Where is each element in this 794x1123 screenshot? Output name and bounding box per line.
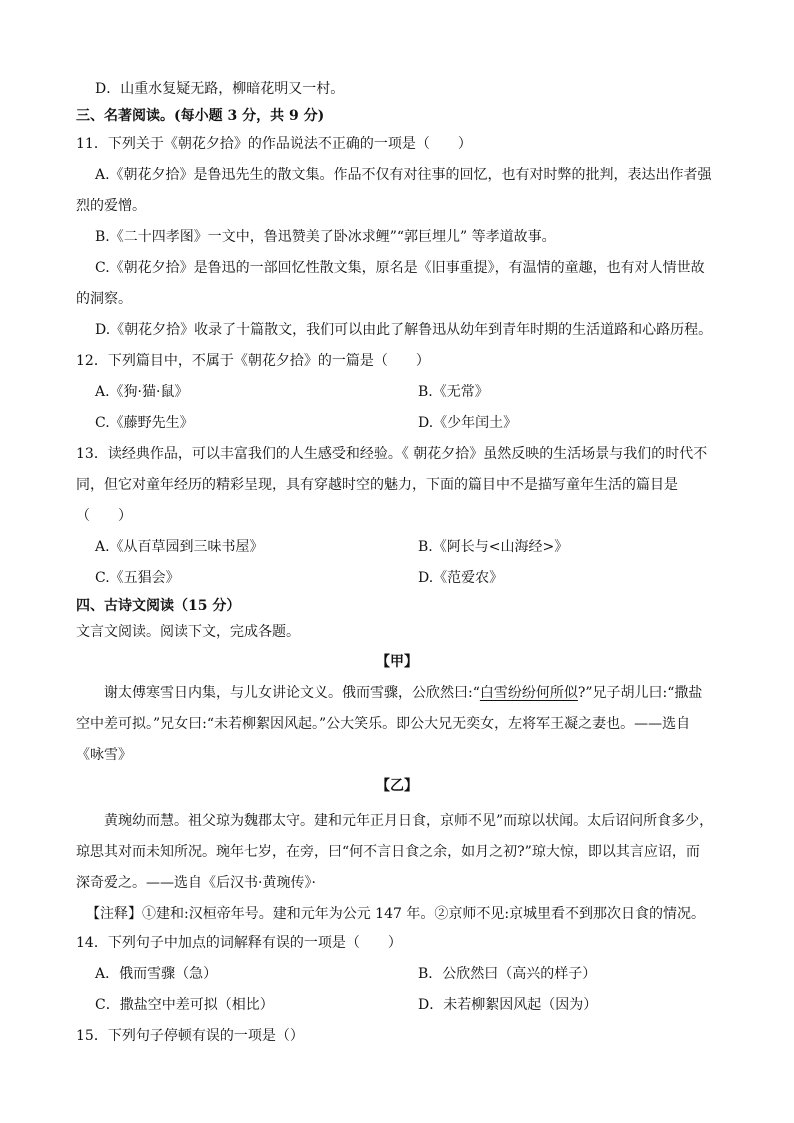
q14-option-a: A．俄而雪骤（急） — [95, 966, 218, 982]
q14-option-c: C．撒盐空中差可拟（相比） — [95, 997, 274, 1013]
q13-option-c: C.《五猖会》 — [95, 570, 180, 586]
q13-stem-line2: 同，但它对童年经历的精彩呈现，具有穿越时空的魅力，下面的篇目中不是描写童年生活的篇目是 — [76, 477, 678, 493]
q14-option-d: D．未若柳絮因风起（因为） — [418, 997, 598, 1013]
section3-title: 三、名著阅读。(每小题 3 分，共 9 分) — [76, 108, 325, 124]
passage-note: 【注释】①建和:汉桓帝年号。建和元年为公元 147 年。②京师不见:京城里看不到那次日食的情况。 — [86, 906, 706, 922]
q14-stem: 14．下列句子中加点的词解释有误的一项是（ ） — [76, 935, 402, 951]
q13-option-a: A.《从百草园到三味书屋》 — [95, 539, 264, 555]
q10-option-d: D．山重水复疑无路，柳暗花明又一村。 — [95, 81, 345, 97]
passage-yi-line2: 琼思其对而未知所况。琬年七岁，在旁，曰“何不言日食之余，如月之初?”琼大惊，即以其言应诏，而 — [76, 844, 700, 860]
passage-jia-line1-pre: 谢太傅寒雪日内集，与儿女讲论文义。俄而雪骤，公欣然曰:“ — [104, 685, 480, 701]
q11-option-a-line1: A.《朝花夕拾》是鲁迅先生的散文集。作品不仅有对往事的回忆，也有对时弊的批判，表达出作者强 — [95, 167, 712, 183]
q12-stem: 12．下列篇目中，不属于《朝花夕拾》的一篇是（ ） — [76, 353, 430, 369]
q11-option-c-line1: C.《朝花夕拾》是鲁迅的一部回忆性散文集，原名是《旧事重提》，有温情的童趣，也有对人情世故 — [95, 260, 705, 276]
q12-option-d: D.《少年闰土》 — [418, 415, 518, 431]
q13-stem-line1: 13．读经典作品，可以丰富我们的人生感受和经验。《 朝花夕拾》虽然反映的生活场景与我们的时代不 — [76, 446, 708, 462]
q12-option-a: A.《狗·猫·鼠》 — [95, 384, 189, 400]
q12-option-c: C.《藤野先生》 — [95, 415, 194, 431]
q11-option-a-line2: 烈的爱憎。 — [76, 198, 146, 214]
passage-jia-heading: 【甲】 — [376, 654, 418, 670]
underlined-phrase: 白雪纷纷何所似 — [479, 685, 578, 701]
passage-jia-line2: 空中差可拟。”兄女曰:“未若柳絮因风起。”公大笑乐。即公大兄无奕女，左将军王凝之妻也。——选自 — [76, 716, 691, 732]
q11-option-b: B.《二十四孝图》一文中，鲁迅赞美了卧冰求鲤”“郭巨埋儿” 等孝道故事。 — [95, 229, 556, 245]
passage-yi-heading: 【乙】 — [376, 778, 418, 794]
q11-option-d: D.《朝花夕拾》收录了十篇散文，我们可以由此了解鲁迅从幼年到青年时期的生活道路和心路历程。 — [95, 322, 713, 338]
passage-jia-line1 — [104, 683, 702, 703]
q14-option-b: B．公欣然曰（高兴的样子） — [418, 966, 597, 982]
passage-jia-line3: 《咏雪》 — [76, 747, 132, 763]
q11-option-c-line2: 的洞察。 — [76, 291, 132, 307]
section4-intro: 文言文阅读。阅读下文，完成各题。 — [76, 624, 300, 640]
q13-stem-line3: （ ） — [76, 508, 132, 524]
q11-stem: 11．下列关于《朝花夕拾》的作品说法不正确的一项是（ ） — [76, 136, 472, 152]
q13-option-b: B.《阿长与<山海经>》 — [418, 539, 569, 555]
q15-stem: 15．下列句子停顿有误的一项是（） — [76, 1028, 304, 1044]
passage-jia-line1-post: ?”兄子胡儿曰:“撒盐 — [577, 685, 703, 701]
passage-yi-line1: 黄琬幼而慧。祖父琼为魏郡太守。建和元年正月日食，京师不见”而琼以状闻。太后诏问所食多少， — [104, 813, 714, 829]
q12-option-b: B.《无常》 — [418, 384, 489, 400]
passage-yi-line3: 深奇爱之。——选自《后汉书·黄琬传》· — [76, 875, 316, 891]
section4-title: 四、古诗文阅读（15 分） — [76, 598, 241, 614]
q13-option-d: D.《范爱农》 — [418, 570, 504, 586]
